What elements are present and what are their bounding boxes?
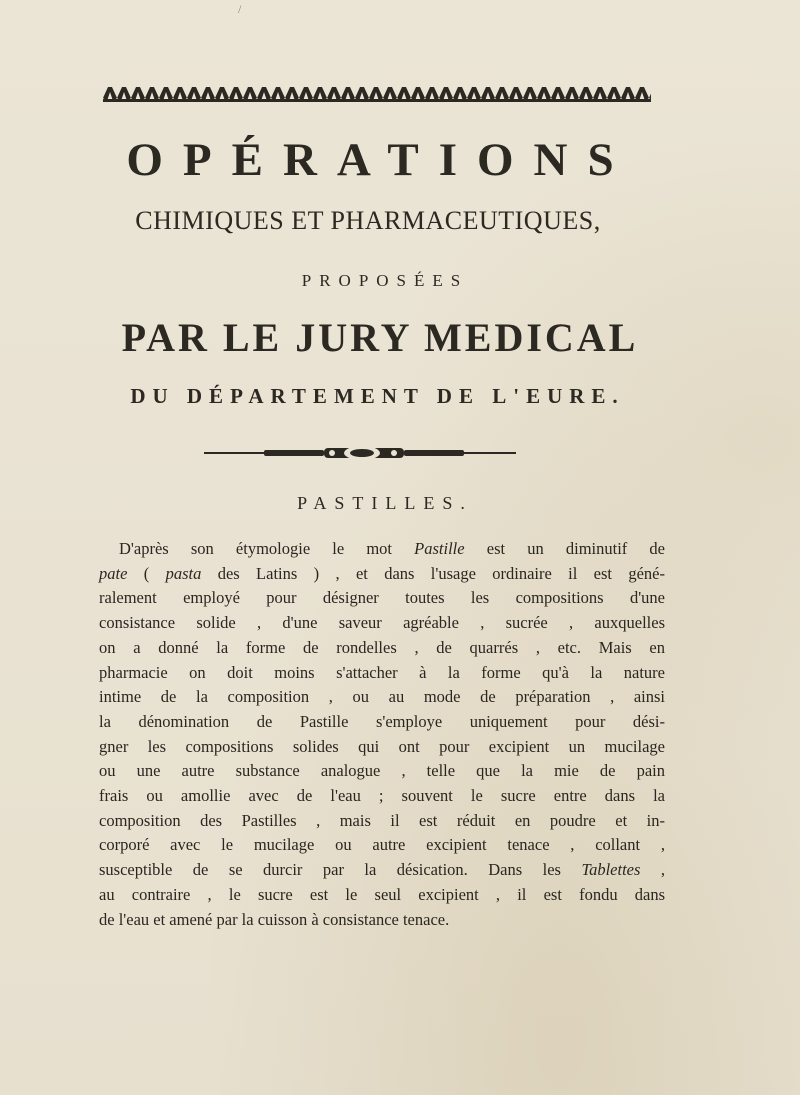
text-line xyxy=(99,784,665,809)
page-subtitle: CHIMIQUES ET PHARMACEUTIQUES, xyxy=(135,206,601,235)
text-run: ralement employé pour désigner toutes les compositions d'une xyxy=(99,588,665,608)
text-line xyxy=(99,611,665,636)
text-run: consistance solide , d'une saveur agréable , sucrée , auxquelles xyxy=(99,613,665,633)
text-run: D'après son étymologie le mot xyxy=(119,539,415,558)
text-run: des Latins ) , et dans l'usage ordinaire il est géné- xyxy=(201,563,665,583)
text-run: on a donné la forme de rondelles , de quarrés , etc. Mais en xyxy=(99,637,665,657)
text-line xyxy=(99,858,665,883)
italic-term: pate xyxy=(99,563,128,583)
text-line xyxy=(99,685,665,710)
decorative-border-icon xyxy=(103,84,651,104)
margin-mark: / xyxy=(238,2,242,16)
text-line xyxy=(99,759,665,784)
text-line xyxy=(99,833,665,858)
text-line xyxy=(99,661,665,686)
text-run: au contraire , le sucre est le seul excipient , il est fondu dans xyxy=(99,884,665,904)
text-line xyxy=(99,883,665,908)
text-run: corporé avec le mucilage ou autre excipient tenace , collant , xyxy=(99,835,665,855)
text-run: composition des Pastilles , mais il est réduit en poudre et in- xyxy=(99,810,665,830)
text-run: gner les compositions solides qui ont pour excipient un mucilage xyxy=(99,736,665,756)
jury-heading: PAR LE JURY MEDICAL xyxy=(121,315,639,360)
text-run: est un diminutif de xyxy=(464,539,665,558)
page-title: OPÉRATIONS xyxy=(126,134,634,186)
text-line xyxy=(99,636,665,661)
body-paragraph xyxy=(99,537,665,932)
text-run: susceptible de se durcir par la désication. Dans les xyxy=(99,860,582,880)
italic-term: Pastille xyxy=(414,539,465,558)
italic-term: Tablettes xyxy=(581,860,641,880)
section-heading: PASTILLES. xyxy=(297,493,473,513)
italic-term: pasta xyxy=(165,563,202,583)
text-run: de l'eau et amené par la cuisson à consistance tenace. xyxy=(99,909,450,929)
text-run: , xyxy=(640,860,666,880)
text-line xyxy=(99,586,665,611)
text-line xyxy=(99,710,665,735)
text-run: frais ou amollie avec de l'eau ; souvent le sucre entre dans la xyxy=(99,786,665,806)
text-run: ( xyxy=(127,563,166,583)
text-line xyxy=(99,735,665,760)
decorative-rule-icon xyxy=(204,444,516,462)
text-line xyxy=(99,537,665,562)
text-line xyxy=(99,809,665,834)
text-run: la dénomination de Pastille s'employe uniquement pour dési- xyxy=(99,711,665,731)
proposees-label: PROPOSÉES xyxy=(301,271,469,290)
text-line xyxy=(99,562,665,587)
text-run: ou une autre substance analogue , telle que la mie de pain xyxy=(99,761,665,781)
text-run: intime de la composition , ou au mode de préparation , ainsi xyxy=(99,687,665,707)
text-run: pharmacie on doit moins s'attacher à la forme qu'à la nature xyxy=(99,662,665,682)
text-line xyxy=(99,908,665,933)
department-heading: DU DÉPARTEMENT DE L'EURE. xyxy=(130,384,625,408)
